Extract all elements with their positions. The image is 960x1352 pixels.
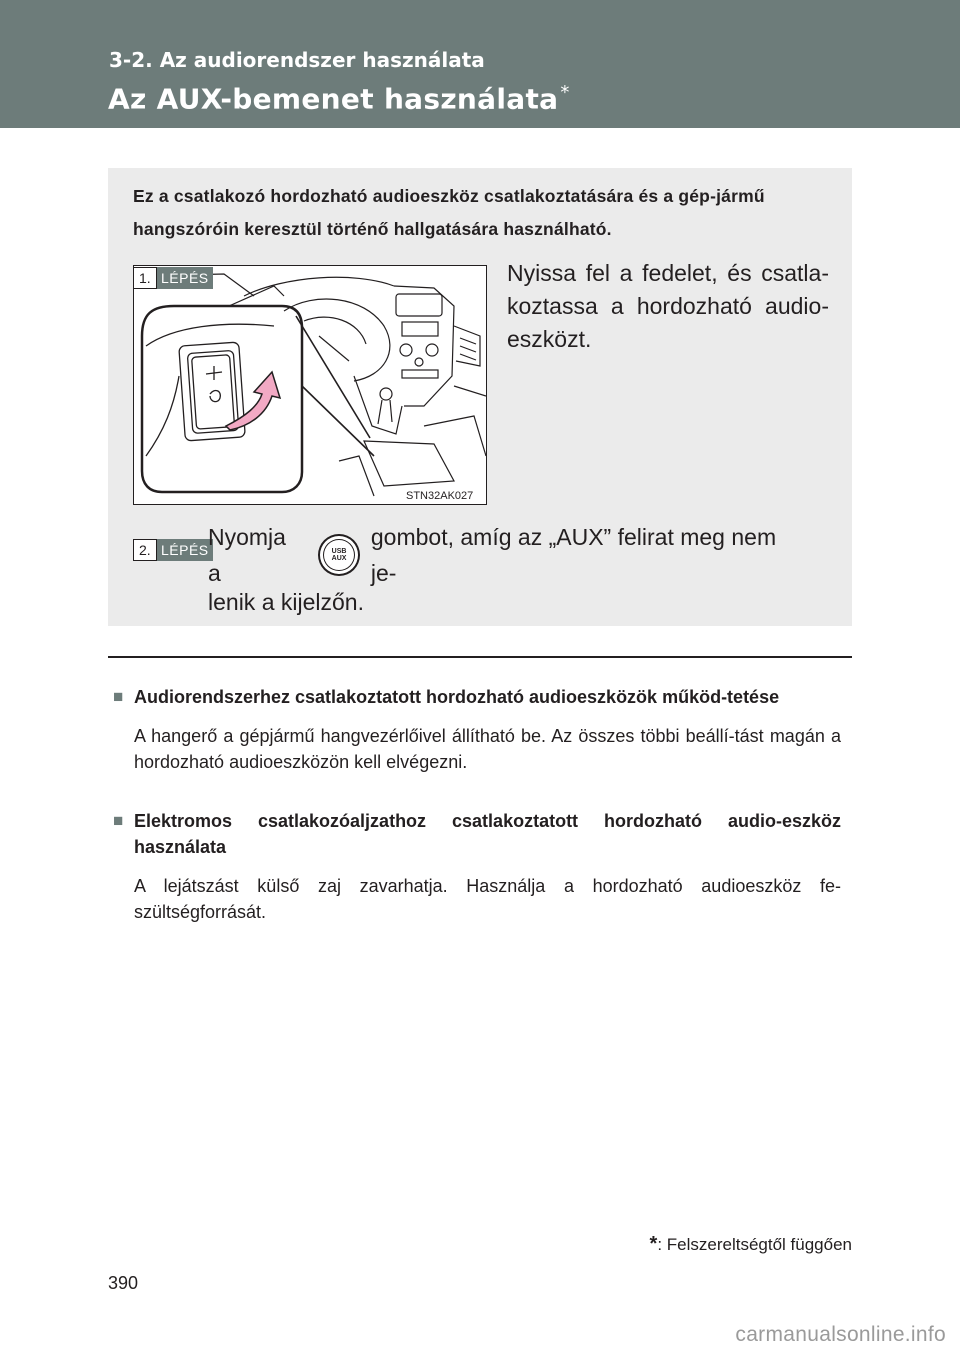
optional-equipment-marker: * [560,82,570,103]
footnote-text: : Felszereltségtől függően [657,1235,852,1254]
square-bullet-icon: ■ [113,687,124,706]
page-title [108,82,570,115]
section-heading-text: Audiorendszerhez csatlakoztatott hordozható audioeszközök működ-tetése [134,687,780,707]
step-number: 2. [133,539,157,561]
watermark: carmanualsonline.info [735,1323,946,1346]
footnote [600,1233,852,1256]
square-bullet-icon: ■ [113,811,124,830]
step-2-text-before: Nyomja a [208,524,286,586]
figure-code: STN32AK027 [406,490,474,502]
footnote-marker: * [649,1233,658,1255]
section-body: A lejátszást külső zaj zavarhatja. Használja a hordozható audioeszköz fe-szültségforrását. [134,876,841,922]
step-2-text-line2: lenik a kijelzőn. [208,589,364,615]
step-1-text: Nyissa fel a fedelet, és csatla-koztassa a hordozható audio-eszközt. [507,260,829,352]
section-power-outlet [113,808,841,925]
section-heading [113,808,841,860]
step-1-badge [133,267,213,289]
page-number: 390 [108,1273,139,1293]
usb-label: USB [331,548,347,555]
step-label: LÉPÉS [157,539,213,561]
section-divider [108,656,852,658]
section-title: 3-2. Az audiorendszer használata [109,48,485,72]
step-2-text [208,524,804,620]
section-heading [113,684,841,710]
step-number: 1. [133,267,157,289]
section-portable-operation [113,684,841,775]
section-heading-text: Elektromos csatlakozóaljzathoz csatlakoztatott hordozható audio-eszköz használata [134,811,841,857]
page-title-text: Az AUX-bemenet használata [108,82,559,116]
aux-label: AUX [331,555,347,562]
dashboard-drawing [134,266,487,505]
intro-text: Ez a csatlakozó hordozható audioeszköz csatlakoztatására és a gép-jármű hangszóróin keresztül történő hallgatására használható. [133,186,765,239]
step-2-badge [133,539,213,561]
step-2-text-after: gombot, amíg az „AUX” felirat meg nem je- [370,524,777,586]
section-body: A hangerő a gépjármű hangvezérlőivel állítható be. Az összes többi beállí-tást magán a hordozható audioeszközön kell elvégezni. [134,726,841,772]
aux-jack-illustration [133,265,487,505]
step-label: LÉPÉS [157,267,213,289]
open-arrow [226,372,280,430]
usb-aux-button-icon [318,534,360,576]
page-header [0,0,960,128]
